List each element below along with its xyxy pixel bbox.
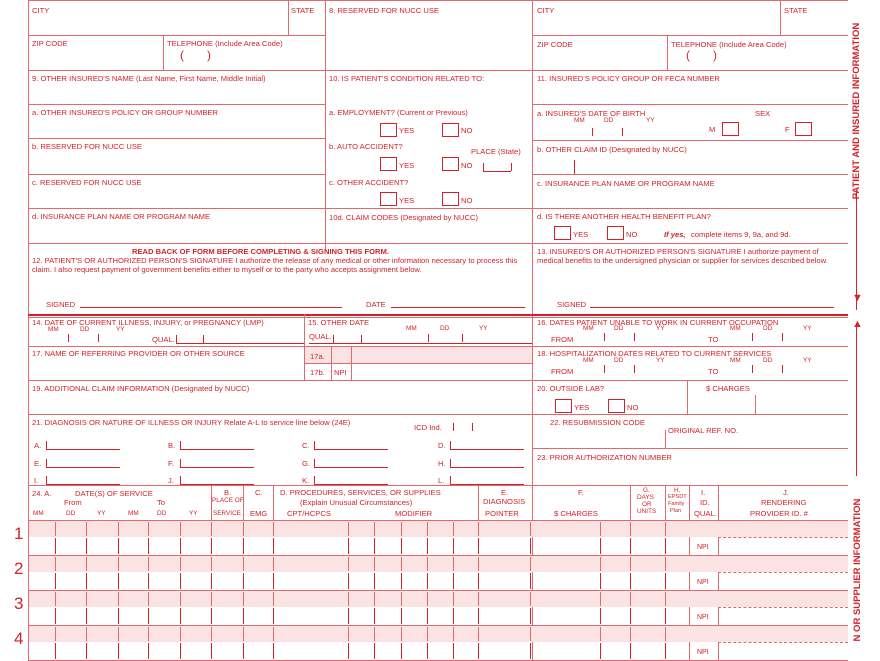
dob-dd: DD bbox=[604, 117, 614, 124]
employment-no-checkbox[interactable] bbox=[442, 123, 459, 137]
diagnosis-line-c[interactable] bbox=[314, 449, 388, 450]
b18-from-yy: YY bbox=[656, 357, 665, 364]
service-line-npi-label: NPI bbox=[697, 614, 709, 621]
box-10d-label: 10d. CLAIM CODES (Designated by NUCC) bbox=[329, 213, 478, 222]
diagnosis-letter-c: C. bbox=[302, 441, 310, 450]
col-g: G. bbox=[643, 487, 650, 494]
box-22-label: 22. RESUBMISSION CODE bbox=[550, 418, 645, 427]
diagnosis-letter-i: I. bbox=[34, 476, 39, 485]
box-19-label: 19. ADDITIONAL CLAIM INFORMATION (Designated by NUCC) bbox=[32, 384, 250, 393]
box-10b-label: b. AUTO ACCIDENT? bbox=[329, 142, 403, 151]
col-from-dd: DD bbox=[66, 510, 76, 517]
telephone2-label: TELEPHONE (Include Area Code) bbox=[671, 40, 787, 49]
box-18-label: 18. HOSPITALIZATION DATES RELATED TO CURRENT SERVICES bbox=[537, 349, 772, 358]
box-15-label: 15. OTHER DATE bbox=[308, 318, 370, 327]
col-pointer: POINTER bbox=[485, 509, 519, 518]
box-17b-npi: NPI bbox=[334, 368, 347, 377]
paren-close: ) bbox=[207, 48, 211, 62]
col-days: DAYS bbox=[637, 494, 654, 501]
col-i: I. bbox=[701, 488, 706, 497]
box-13-text: 13. INSURED'S OR AUTHORIZED PERSON'S SIGNATURE I authorize payment of medical benefits to the undersigned physician or supplier for services described below. bbox=[537, 247, 828, 265]
b16-to-yy: YY bbox=[803, 325, 812, 332]
box-14-label: 14. DATE OF CURRENT ILLNESS, INJURY, or PREGNANCY (LMP) bbox=[32, 318, 264, 327]
box-11d-label: d. IS THERE ANOTHER HEALTH BENEFIT PLAN? bbox=[537, 212, 711, 221]
service-line-number: 1 bbox=[14, 524, 24, 543]
col-24a: 24. A. bbox=[32, 489, 52, 498]
col-service: SERVICE bbox=[213, 510, 241, 517]
outside-lab-no-checkbox[interactable] bbox=[608, 399, 625, 413]
service-line-number: 3 bbox=[14, 594, 24, 613]
col-qual: QUAL. bbox=[694, 509, 717, 518]
b16-to-mm: MM bbox=[730, 325, 741, 332]
col-f: F. bbox=[578, 488, 584, 497]
city2-label: CITY bbox=[537, 6, 555, 15]
outside-lab-yes-checkbox[interactable] bbox=[555, 399, 572, 413]
sex-label: SEX bbox=[755, 109, 771, 118]
reserved-8-label: 8. RESERVED FOR NUCC USE bbox=[329, 6, 439, 15]
b18-to-mm: MM bbox=[730, 357, 741, 364]
diagnosis-line-e[interactable] bbox=[46, 467, 120, 468]
sex-f-checkbox[interactable] bbox=[795, 122, 812, 136]
box-9-label: 9. OTHER INSURED'S NAME (Last Name, First Name, Middle Initial) bbox=[32, 74, 266, 83]
dob-mm: MM bbox=[574, 117, 585, 124]
col-from-yy: YY bbox=[97, 510, 106, 517]
employment-yes-checkbox[interactable] bbox=[380, 123, 397, 137]
b18-from: FROM bbox=[551, 367, 574, 376]
dob-yy: YY bbox=[646, 117, 655, 124]
diagnosis-letter-h: H. bbox=[438, 459, 446, 468]
employment-yes-label: YES bbox=[399, 126, 415, 135]
diagnosis-letter-l: L. bbox=[438, 476, 445, 485]
b16-to: TO bbox=[708, 335, 719, 344]
outside-lab-yes: YES bbox=[574, 403, 590, 412]
diagnosis-line-h[interactable] bbox=[450, 467, 524, 468]
sex-f-label: F bbox=[785, 125, 790, 134]
b14-mm: MM bbox=[48, 326, 59, 333]
auto-yes-checkbox[interactable] bbox=[380, 157, 397, 171]
state2-label: STATE bbox=[784, 6, 808, 15]
col-charges: $ CHARGES bbox=[554, 509, 598, 518]
col-from-mm: MM bbox=[33, 510, 44, 517]
b18-to-dd: DD bbox=[763, 357, 773, 364]
b16-from-mm: MM bbox=[583, 325, 594, 332]
box-9a-label: a. OTHER INSURED'S POLICY OR GROUP NUMBER bbox=[32, 108, 218, 117]
b16-from: FROM bbox=[551, 335, 574, 344]
orig-ref-label: ORIGINAL REF. NO. bbox=[668, 426, 739, 435]
box-10c-label: c. OTHER ACCIDENT? bbox=[329, 178, 409, 187]
other-accident-no-checkbox[interactable] bbox=[442, 192, 459, 206]
diagnosis-line-f[interactable] bbox=[180, 467, 254, 468]
arrow-up-icon: ▲ bbox=[852, 318, 863, 330]
col-to: To bbox=[157, 498, 166, 507]
col-h: H. bbox=[674, 487, 681, 494]
signed2-label: SIGNED bbox=[557, 300, 587, 309]
service-line-npi-label: NPI bbox=[697, 544, 709, 551]
col-units: UNITS bbox=[637, 508, 657, 515]
auto-no-checkbox[interactable] bbox=[442, 157, 459, 171]
col-j: J. bbox=[783, 488, 789, 497]
paren-open: ( bbox=[180, 48, 184, 62]
col-to-mm: MM bbox=[128, 510, 139, 517]
box-17a-label: 17a. bbox=[310, 352, 325, 361]
diagnosis-line-b[interactable] bbox=[180, 449, 254, 450]
another-plan-yes-checkbox[interactable] bbox=[554, 226, 571, 240]
col-to-dd: DD bbox=[157, 510, 167, 517]
box-17b-label: 17b. bbox=[310, 368, 325, 377]
b14-qual: QUAL. bbox=[152, 335, 175, 344]
place-state-label: PLACE (State) bbox=[471, 147, 521, 156]
diagnosis-letter-e: E. bbox=[34, 459, 42, 468]
if-yes-label: If yes, bbox=[664, 230, 686, 239]
col-from: From bbox=[64, 498, 82, 507]
paren-close-2: ) bbox=[713, 48, 717, 62]
zip-label: ZIP CODE bbox=[32, 39, 68, 48]
col-or: OR bbox=[642, 501, 652, 508]
diagnosis-line-a[interactable] bbox=[46, 449, 120, 450]
service-line-number: 4 bbox=[14, 629, 24, 648]
box-11-label: 11. INSURED'S POLICY GROUP OR FECA NUMBER bbox=[537, 74, 720, 83]
another-plan-no-checkbox[interactable] bbox=[607, 226, 624, 240]
col-emg: EMG bbox=[250, 509, 268, 518]
col-place-of: PLACE OF bbox=[212, 497, 244, 504]
diagnosis-letter-b: B. bbox=[168, 441, 176, 450]
b16-to-dd: DD bbox=[763, 325, 773, 332]
telephone-label: TELEPHONE (Include Area Code) bbox=[167, 39, 283, 48]
col-dates-of-service: DATE(S) OF SERVICE bbox=[75, 489, 153, 498]
icd-ind-label: ICD Ind. bbox=[414, 423, 442, 432]
other-accident-no-label: NO bbox=[461, 196, 473, 205]
paren-open-2: ( bbox=[686, 48, 690, 62]
box-16-label: 16. DATES PATIENT UNABLE TO WORK IN CURRENT OCCUPATION bbox=[537, 318, 779, 327]
signed-label: SIGNED bbox=[46, 300, 76, 309]
col-diagnosis: DIAGNOSIS bbox=[483, 497, 526, 506]
service-line-npi-label: NPI bbox=[697, 649, 709, 656]
if-yes-note: complete items 9, 9a, and 9d. bbox=[691, 230, 791, 239]
sex-m-checkbox[interactable] bbox=[722, 122, 739, 136]
col-to-yy: YY bbox=[189, 510, 198, 517]
service-line-npi-label: NPI bbox=[697, 579, 709, 586]
signature-date-line[interactable] bbox=[391, 307, 525, 308]
b14-dd: DD bbox=[80, 326, 90, 333]
b18-from-dd: DD bbox=[614, 357, 624, 364]
box-20-label: 20. OUTSIDE LAB? bbox=[537, 384, 605, 393]
b18-to: TO bbox=[708, 367, 719, 376]
service-line-shaded-2[interactable] bbox=[29, 556, 848, 572]
other-accident-yes-label: YES bbox=[399, 196, 415, 205]
box-10-label: 10. IS PATIENT'S CONDITION RELATED TO: bbox=[329, 74, 485, 83]
city-label: CITY bbox=[32, 6, 50, 15]
employment-no-label: NO bbox=[461, 126, 473, 135]
diagnosis-letter-j: J. bbox=[168, 476, 174, 485]
box-11b-label: b. OTHER CLAIM ID (Designated by NUCC) bbox=[537, 145, 687, 154]
side-label-patient-insured: PATIENT AND INSURED INFORMATION bbox=[851, 22, 862, 200]
diagnosis-letter-g: G. bbox=[302, 459, 311, 468]
b16-from-dd: DD bbox=[614, 325, 624, 332]
diagnosis-letter-f: F. bbox=[168, 459, 174, 468]
col-b: B. bbox=[224, 488, 232, 497]
box-9b-label: b. RESERVED FOR NUCC USE bbox=[32, 142, 142, 151]
col-family: Family bbox=[668, 501, 685, 507]
col-plan: Plan bbox=[670, 508, 682, 514]
another-plan-no-label: NO bbox=[626, 230, 638, 239]
b18-from-mm: MM bbox=[583, 357, 594, 364]
col-modifier: MODIFIER bbox=[395, 509, 433, 518]
service-line-shaded-1[interactable] bbox=[29, 521, 848, 537]
col-provider-id: PROVIDER ID. # bbox=[750, 509, 808, 518]
b18-to-yy: YY bbox=[803, 357, 812, 364]
col-c: C. bbox=[255, 488, 263, 497]
col-d-explain: (Explain Unusual Circumstances) bbox=[300, 498, 413, 507]
col-e: E. bbox=[501, 488, 509, 497]
diagnosis-letter-a: A. bbox=[34, 441, 42, 450]
other-accident-yes-checkbox[interactable] bbox=[380, 192, 397, 206]
box-12-text: 12. PATIENT'S OR AUTHORIZED PERSON'S SIGNATURE I authorize the release of any medical or other information necessary to process this claim. I also request payment of government benefits either to myself or to the party who accepts assignment below. bbox=[32, 256, 518, 274]
col-d: D. PROCEDURES, SERVICES, OR SUPPLIES bbox=[280, 488, 441, 497]
box-10a-label: a. EMPLOYMENT? (Current or Previous) bbox=[329, 108, 468, 117]
diagnosis-line-d[interactable] bbox=[450, 449, 524, 450]
diagnosis-letter-k: K. bbox=[302, 476, 310, 485]
b14-yy: YY bbox=[116, 326, 125, 333]
arrow-down-icon: ▼ bbox=[852, 292, 863, 304]
col-cpt: CPT/HCPCS bbox=[287, 509, 331, 518]
box-17-label: 17. NAME OF REFERRING PROVIDER OR OTHER SOURCE bbox=[32, 349, 245, 358]
insured-signature-line[interactable] bbox=[590, 307, 834, 308]
diagnosis-line-g[interactable] bbox=[314, 467, 388, 468]
auto-no-label: NO bbox=[461, 161, 473, 170]
col-epsdt: EPSDT bbox=[668, 494, 687, 500]
col-rendering: RENDERING bbox=[761, 498, 807, 507]
b15-yy: YY bbox=[479, 325, 488, 332]
b15-dd: DD bbox=[440, 325, 450, 332]
box-9d-label: d. INSURANCE PLAN NAME OR PROGRAM NAME bbox=[32, 212, 211, 221]
service-line-shaded-3[interactable] bbox=[29, 591, 848, 607]
side-label-supplier: N OR SUPPLIER INFORMATION bbox=[852, 498, 863, 642]
outside-lab-no: NO bbox=[627, 403, 639, 412]
zip2-label: ZIP CODE bbox=[537, 40, 573, 49]
auto-yes-label: YES bbox=[399, 161, 415, 170]
patient-signature-line[interactable] bbox=[80, 307, 342, 308]
another-plan-yes-label: YES bbox=[573, 230, 589, 239]
box-9c-label: c. RESERVED FOR NUCC USE bbox=[32, 178, 142, 187]
service-line-shaded-4[interactable] bbox=[29, 626, 848, 642]
box-11a-label: a. INSURED'S DATE OF BIRTH bbox=[537, 109, 646, 118]
b16-from-yy: YY bbox=[656, 325, 665, 332]
b15-mm: MM bbox=[406, 325, 417, 332]
b15-qual: QUAL. bbox=[309, 332, 332, 341]
box-21-label: 21. DIAGNOSIS OR NATURE OF ILLNESS OR INJURY Relate A-L to service line below (24E) bbox=[32, 418, 351, 427]
col-id: ID. bbox=[700, 498, 710, 507]
read-back-notice: READ BACK OF FORM BEFORE COMPLETING & SIGNING THIS FORM. bbox=[132, 247, 389, 256]
box-11c-label: c. INSURANCE PLAN NAME OR PROGRAM NAME bbox=[537, 179, 715, 188]
state-label: STATE bbox=[291, 6, 315, 15]
diagnosis-letter-d: D. bbox=[438, 441, 446, 450]
date-label: DATE bbox=[366, 300, 386, 309]
sex-m-label: M bbox=[709, 125, 716, 134]
service-line-number: 2 bbox=[14, 559, 24, 578]
box-20-charges: $ CHARGES bbox=[706, 384, 750, 393]
box-23-label: 23. PRIOR AUTHORIZATION NUMBER bbox=[537, 453, 672, 462]
